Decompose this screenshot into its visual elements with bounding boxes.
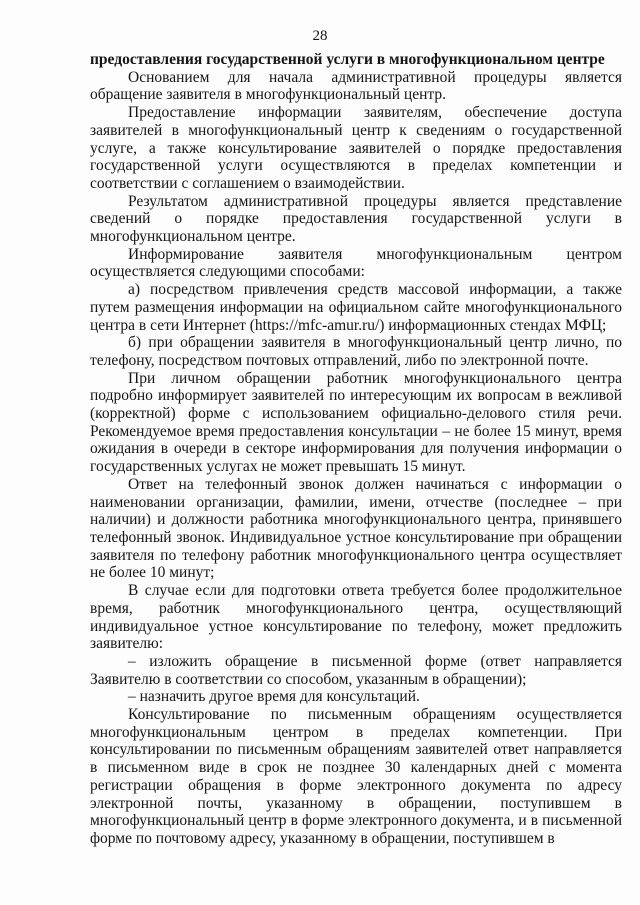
section-heading: предоставления государственной услуги в многофункциональном центре bbox=[90, 51, 605, 68]
paragraph-longer-answer: В случае если для подготовки ответа требуется более продолжительное время, работник многофункционального центра, осуществляющий индивидуальное устное консультирование по телефону, может предложить заявителю: bbox=[90, 582, 622, 653]
list-item-a: а) посредством привлечения средств массовой информации, а также путем размещения информации на официальном сайте многофункционального центра в сети Интернет (https://mfc-amur.ru/) информационных стендах МФЦ; bbox=[90, 281, 622, 334]
paragraph-personal-visit: При личном обращении работник многофункционального центра подробно информирует заявителей по интересующим их вопросам в вежливой (корректной) форме с использованием официально-делового стиля речи. Рекомендуемое время предоставления консультации – не более 15 минут, время ожидания в очереди в секторе информирования для получения информации о государственных услугах не может превышать 15 минут. bbox=[90, 369, 622, 476]
document-body bbox=[90, 51, 622, 848]
dash-item-other-time: – назначить другое время для консультаций. bbox=[128, 688, 420, 706]
dash-item-written-request: – изложить обращение в письменной форме (ответ направляется Заявителю в соответствии со способом, указанным в обращении); bbox=[90, 652, 622, 688]
paragraph-informing-methods: Информирование заявителя многофункциональным центром осуществляется следующими способами: bbox=[90, 245, 622, 281]
paragraph-written-consultation: Консультирование по письменным обращениям осуществляется многофункциональным центром в пределах компетенции. При консультировании по письменным обращениям заявителей ответ направляется в письменном виде в срок не позднее 30 календарных дней с момента регистрации обращения в форме электронного документа по адресу электронной почты, указанному в обращении, поступившем в многофункциональный центр в форме электронного документа, и в письменной форме по почтовому адресу, указанному в обращении, поступившем в bbox=[90, 706, 622, 847]
paragraph-information-provision: Предоставление информации заявителям, обеспечение доступа заявителей в многофункциональный центр к сведениям о государственной услуге, а также консультирование заявителей о порядке предоставления государственной услуги осуществляются в пределах компетенции и соответствии с соглашением о взаимодействии. bbox=[90, 104, 622, 192]
page-number: 28 bbox=[312, 28, 328, 44]
paragraph-basis: Основанием для начала административной процедуры является обращение заявителя в многофункциональный центр. bbox=[90, 68, 622, 104]
paragraph-phone-call: Ответ на телефонный звонок должен начинаться с информации о наименовании организации, фамилии, имени, отчестве (последнее – при наличии) и должности работника многофункционального центра, принявшего телефонный звонок. Индивидуальное устное консультирование при обращении заявителя по телефону работник многофункционального центра осуществляет не более 10 минут; bbox=[90, 475, 622, 582]
list-item-b: б) при обращении заявителя в многофункциональный центр лично, по телефону, посредством почтовых отправлений, либо по электронной почте. bbox=[90, 334, 622, 369]
paragraph-result: Результатом административной процедуры является представление сведений о порядке предоставления государственной услуги в многофункциональном центре. bbox=[90, 192, 622, 246]
